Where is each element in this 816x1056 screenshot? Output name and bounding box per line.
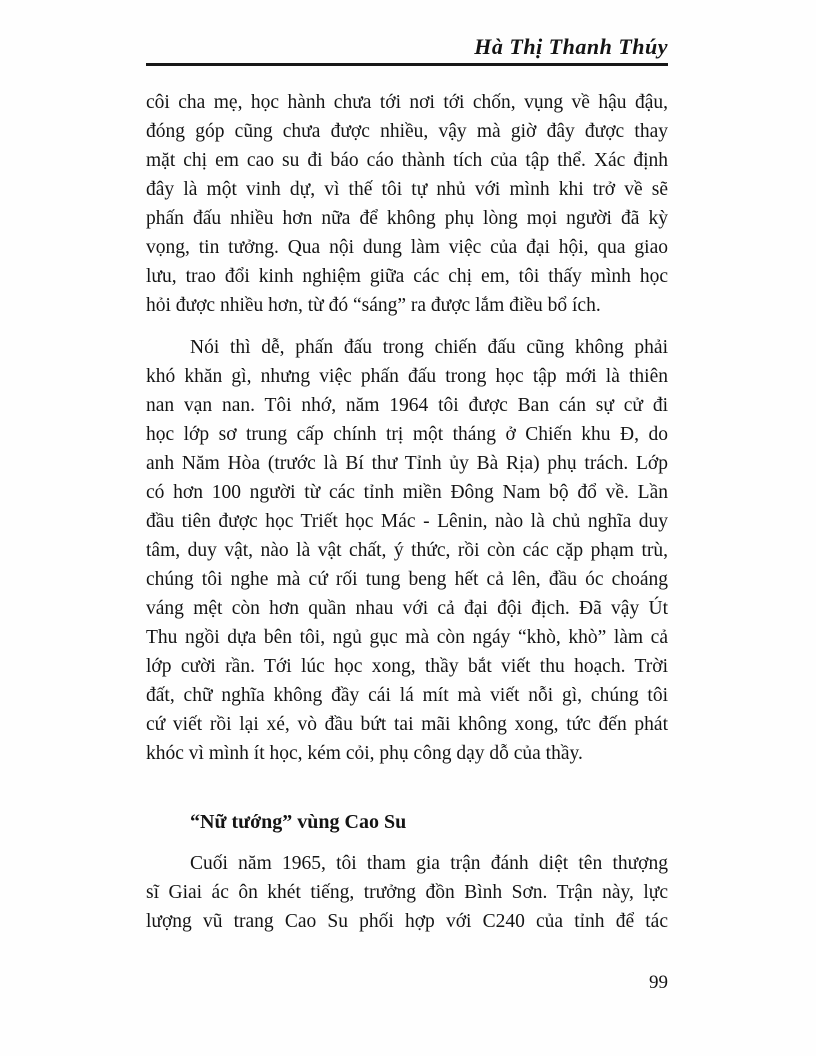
- text-line: lượng vũ trang Cao Su phối hợp với C240 của tỉnh để tác: [146, 911, 668, 932]
- text-line: đóng góp cũng chưa được nhiều, vậy mà giờ đây được thay: [146, 121, 668, 142]
- text-line: nan vạn nan. Tôi nhớ, năm 1964 tôi được Ban cán sự cử đi: [146, 395, 668, 416]
- text-line: Nói thì dễ, phấn đấu trong chiến đấu cũng không phải: [190, 337, 668, 358]
- text-line: sĩ Giai ác ôn khét tiếng, trưởng đồn Bình Sơn. Trận này, lực: [146, 882, 668, 903]
- text-line: mặt chị em cao su đi báo cáo thành tích của tập thể. Xác định: [146, 150, 668, 171]
- text-line: đây là một vinh dự, vì thế tôi tự nhủ với mình khi trở về sẽ: [146, 179, 668, 200]
- text-line: côi cha mẹ, học hành chưa tới nơi tới chốn, vụng về hậu đậu,: [146, 92, 668, 113]
- paragraph: [146, 333, 668, 768]
- text-line: cứ viết rồi lại xé, vò đầu bứt tai mãi không xong, tức đến phát: [146, 714, 668, 735]
- text-line: học lớp sơ trung cấp chính trị một tháng ở Chiến khu Đ, do: [146, 424, 668, 445]
- text-line: đầu tiên được học Triết học Mác - Lênin, nào là chủ nghĩa duy: [146, 511, 668, 532]
- text-line: váng mệt còn hơn quần nhau với cả đại đội địch. Đã vậy Út: [146, 598, 668, 619]
- page-body: [146, 88, 668, 936]
- text-line: tâm, duy vật, nào là vật chất, ý thức, rồi còn các cặp phạm trù,: [146, 540, 668, 561]
- text-line: đất, chữ nghĩa không đầy cái lá mít mà viết nỗi gì, chúng tôi: [146, 685, 668, 706]
- section-heading: “Nữ tướng” vùng Cao Su: [190, 811, 407, 833]
- text-line: có hơn 100 người từ các tỉnh miền Đông Nam bộ đổ về. Lần: [146, 482, 668, 503]
- text-line: hỏi được nhiều hơn, từ đó “sáng” ra được lắm điều bổ ích.: [146, 295, 601, 316]
- text-line: Cuối năm 1965, tôi tham gia trận đánh diệt tên thượng: [190, 853, 668, 874]
- page-header: [146, 34, 668, 66]
- text-line: khóc vì mình ít học, kém cỏi, phụ công dạy dỗ của thầy.: [146, 743, 583, 764]
- text-line: chúng tôi nghe mà cứ rối tung beng hết cả lên, đầu óc choáng: [146, 569, 668, 590]
- paragraph: [146, 88, 668, 320]
- text-line: anh Năm Hòa (trước là Bí thư Tỉnh ủy Bà Rịa) phụ trách. Lớp: [146, 453, 668, 474]
- paragraph: [146, 849, 668, 936]
- text-line: vọng, tin tưởng. Qua nội dung làm việc của đại hội, qua giao: [146, 237, 668, 258]
- text-line: Thu ngồi dựa bên tôi, ngủ gục mà còn ngáy “khò, khò” làm cả: [146, 627, 668, 648]
- text-line: lưu, trao đổi kinh nghiệm giữa các chị em, tôi thấy mình học: [146, 266, 668, 287]
- text-line: lớp cười rần. Tới lúc học xong, thầy bắt viết thu hoạch. Trời: [146, 656, 668, 677]
- header-author: Hà Thị Thanh Thúy: [474, 34, 668, 59]
- text-line: khó khăn gì, nhưng việc phấn đấu trong học tập mới là thiên: [146, 366, 668, 387]
- text-line: phấn đấu nhiều hơn nữa để không phụ lòng mọi người đã kỳ: [146, 208, 668, 229]
- page-number: 99: [649, 972, 668, 993]
